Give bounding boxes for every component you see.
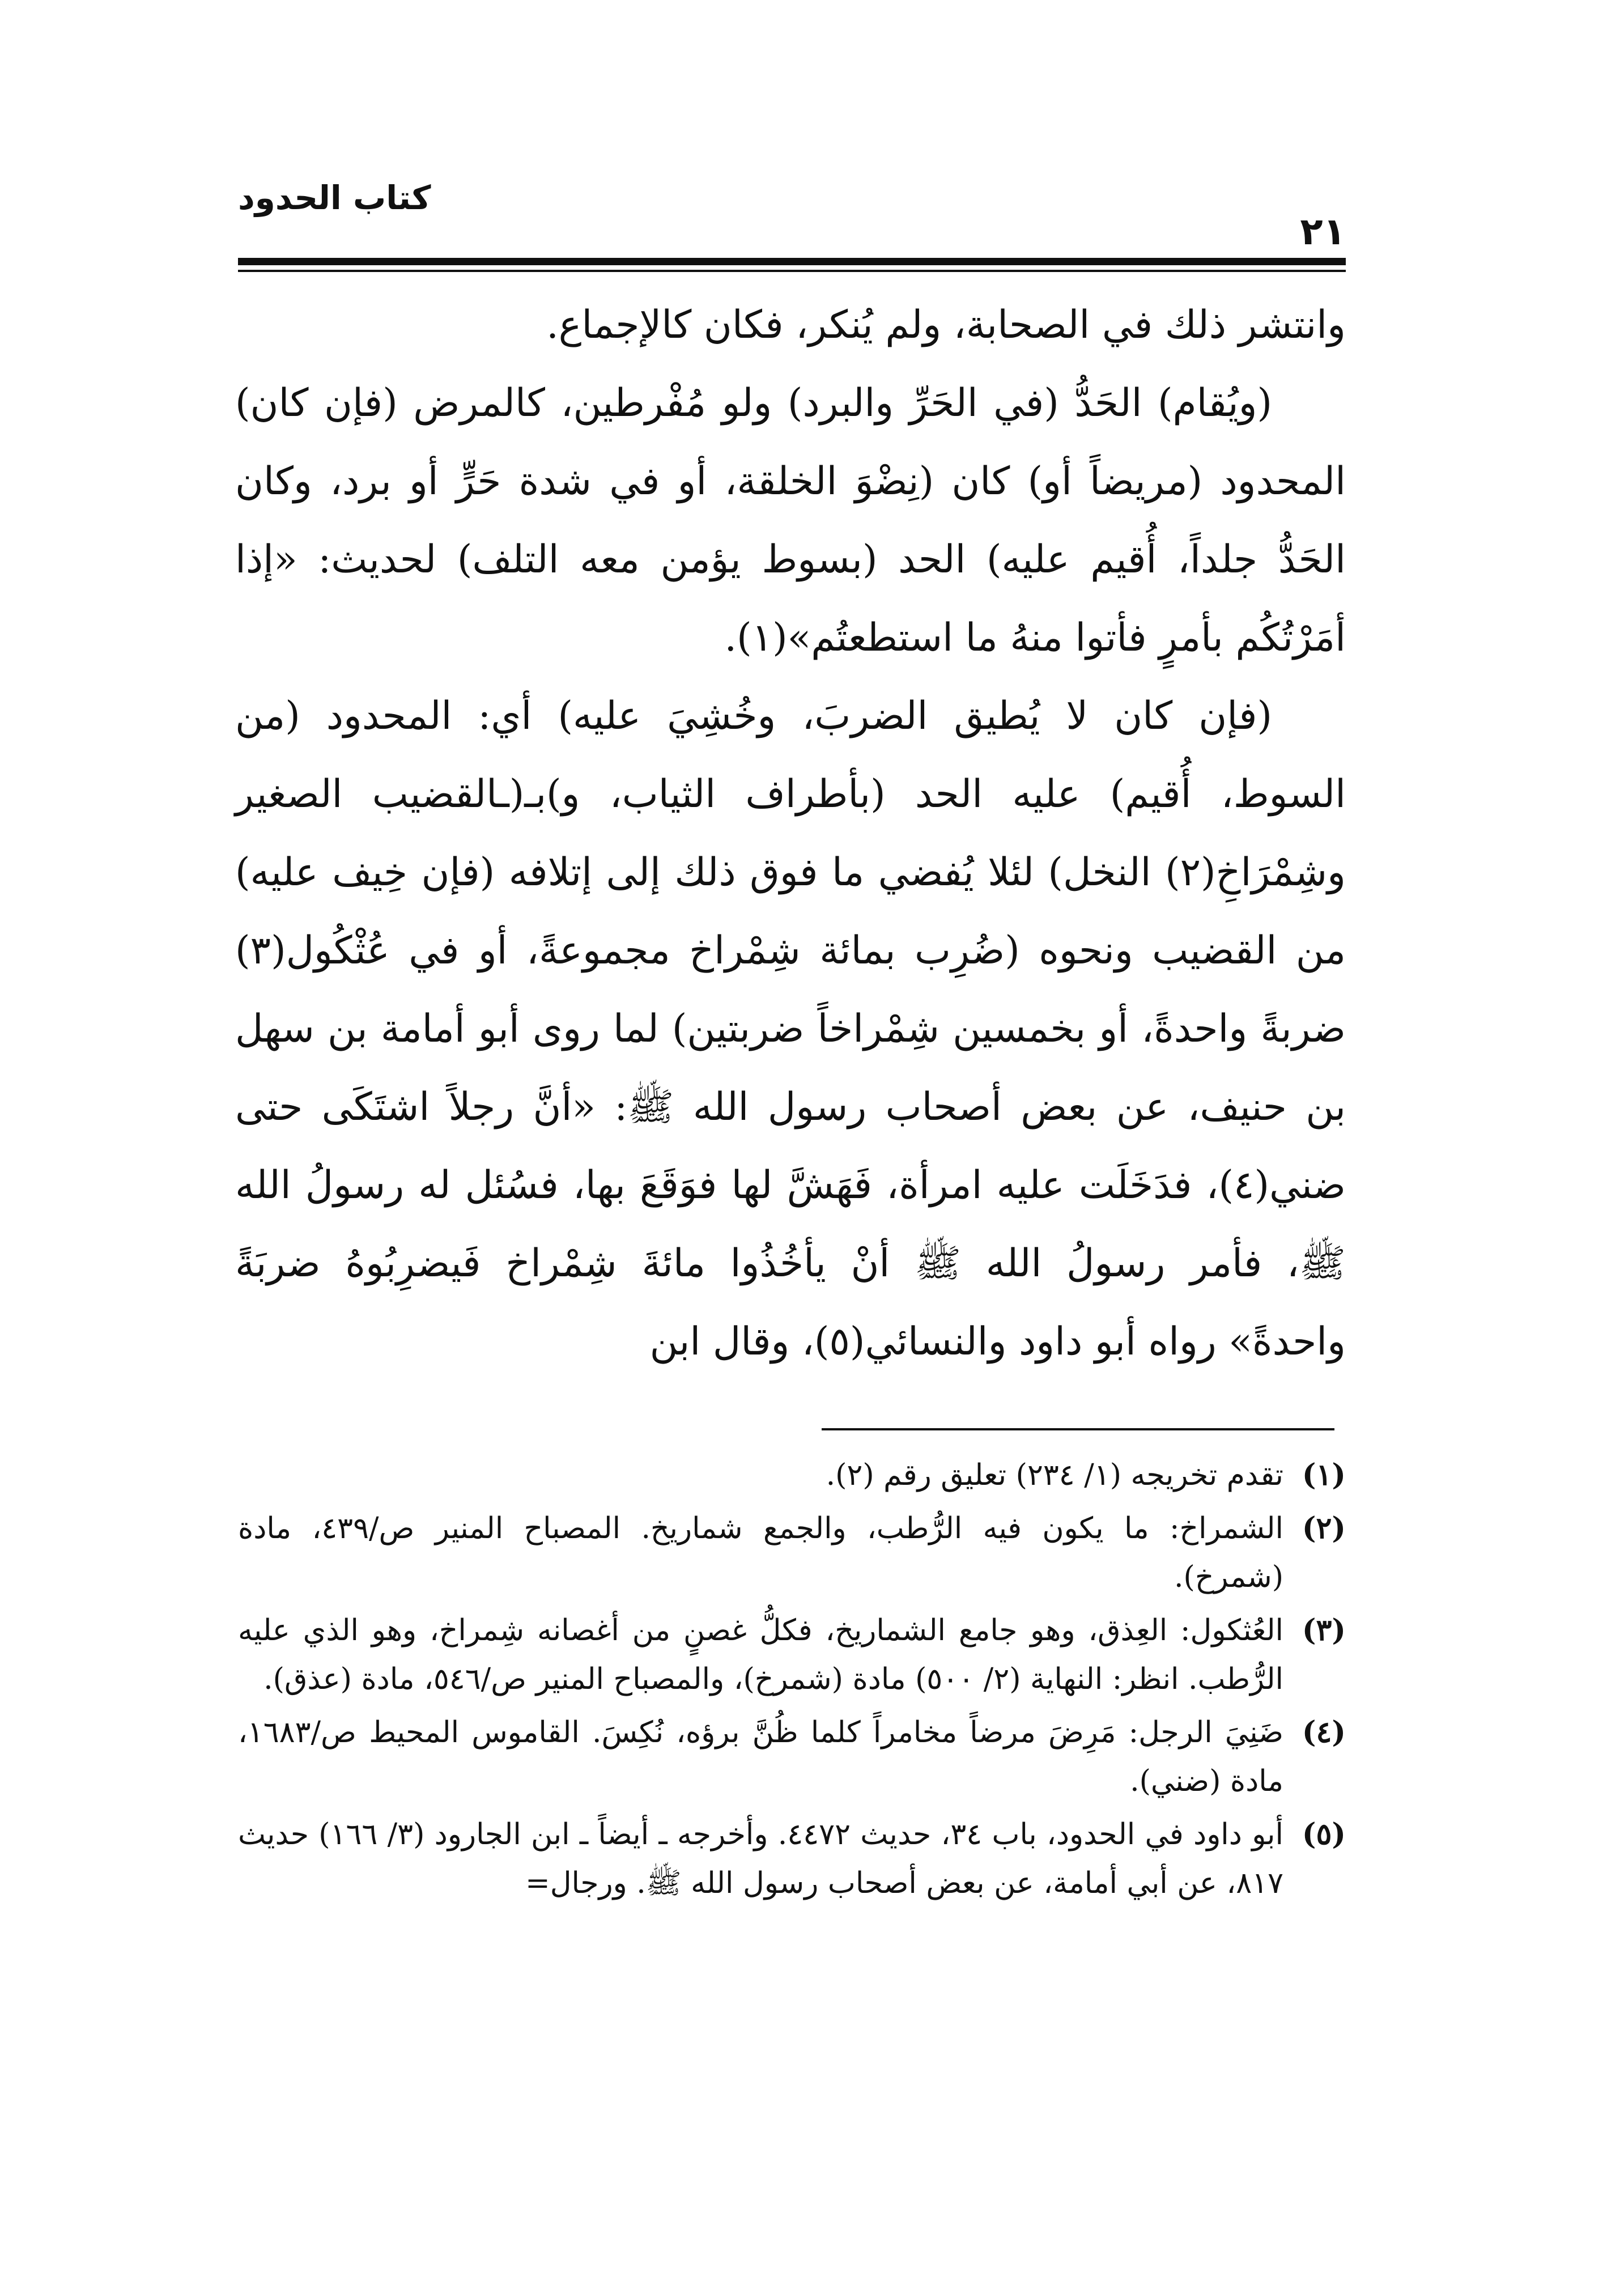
footnote-number: (٥)	[1302, 1817, 1346, 1852]
footnote-number: (١)	[1302, 1458, 1346, 1492]
footnote-number: (٤)	[1302, 1715, 1346, 1750]
footnote-text: الشمراخ: ما يكون فيه الرُّطب، والجمع شماريخ. المصباح المنير ص/٤٣٩، مادة (شمرخ).	[238, 1511, 1283, 1594]
paragraph: (فإن كان لا يُطيق الضربَ، وخُشِيَ عليه) أي: المحدود (من السوط، أُقيم) عليه الحد (بأطراف الثياب، و)بـ(ـالقضيب الصغير وشِمْرَاخِ(٢) النخل) لئلا يُفضي ما فوق ذلك إلى إتلافه (فإن خِيف عليه) من القضيب ونحوه (ضُرِب بمائة شِمْراخ مجموعةً، أو في عُثْكُول(٣) ضربةً واحدةً، أو بخمسين شِمْراخاً ضربتين) لما روى أبو أمامة بن سهل بن حنيف، عن بعض أصحاب رسول الله ﷺ: «أنَّ رجلاً اشتَكَى حتى ضني(٤)، فدَخَلَت عليه امرأة، فَهَشَّ لها فوَقَعَ بها، فسُئل له رسولُ الله ﷺ، فأمر رسولُ الله ﷺ أنْ يأخُذُوا مائةَ شِمْراخ فَيضرِبُوهُ ضربَةً واحدةً» رواه أبو داود والنسائي(٥)، وقال ابن	[235, 694, 1346, 1364]
footnote-text: تقدم تخريجه (١/ ٢٣٤) تعليق رقم (٢).	[826, 1458, 1283, 1492]
footnote-item	[238, 1606, 1346, 1704]
running-header	[238, 179, 1346, 252]
header-rule-thin	[238, 270, 1346, 272]
footnote-text: العُثكول: العِذق، وهو جامع الشماريخ، فكلُّ غصنٍ من أغصانه شِمراخ، وهو الذي عليه الرُّطب. انظر: النهاية (٢/ ٥٠٠) مادة (شمرخ)، والمصباح المنير ص/٥٤٦، مادة (عذق).	[238, 1613, 1283, 1696]
page-number: ٢١	[1300, 210, 1346, 253]
paragraph: (ويُقام) الحَدُّ (في الحَرِّ والبرد) ولو مُفْرطين، كالمرض (فإن كان) المحدود (مريضاً أو) كان (نِضْوَ الخلقة، أو في شدة حَرٍّ أو برد، وكان الحَدُّ جلداً، أُقيم عليه) الحد (بسوط يؤمن معه التلف) لحديث: «إذا أمَرْتُكُم بأمرٍ فأتوا منهُ ما استطعتُم»(١).	[235, 381, 1346, 660]
paragraph: وانتشر ذلك في الصحابة، ولم يُنكر، فكان كالإجماع.	[546, 303, 1346, 347]
footnote-text: أبو داود في الحدود، باب ٣٤، حديث ٤٤٧٢. وأخرجه ـ أيضاً ـ ابن الجارود (٣/ ١٦٦) حديث ٨١٧، عن أبي أمامة، عن بعض أصحاب رسول الله ﷺ. ورجال=	[238, 1818, 1283, 1900]
footnote-separator	[822, 1428, 1334, 1430]
footnotes	[238, 1451, 1346, 1912]
footnote-item	[238, 1504, 1346, 1602]
header-rule-thick	[238, 258, 1346, 265]
main-text	[235, 286, 1346, 1381]
footnote-number: (٣)	[1302, 1613, 1346, 1647]
footnote-item	[238, 1810, 1346, 1908]
book-title: كتاب الحدود	[238, 179, 431, 217]
footnote-number: (٢)	[1302, 1511, 1346, 1545]
footnote-item	[238, 1451, 1346, 1500]
footnote-text: ضَنِيَ الرجل: مَرِضَ مرضاً مخامراً كلما ظُنَّ برؤه، نُكِسَ. القاموس المحيط ص/١٦٨٣، مادة (ضني).	[238, 1715, 1283, 1798]
footnote-item	[238, 1708, 1346, 1806]
